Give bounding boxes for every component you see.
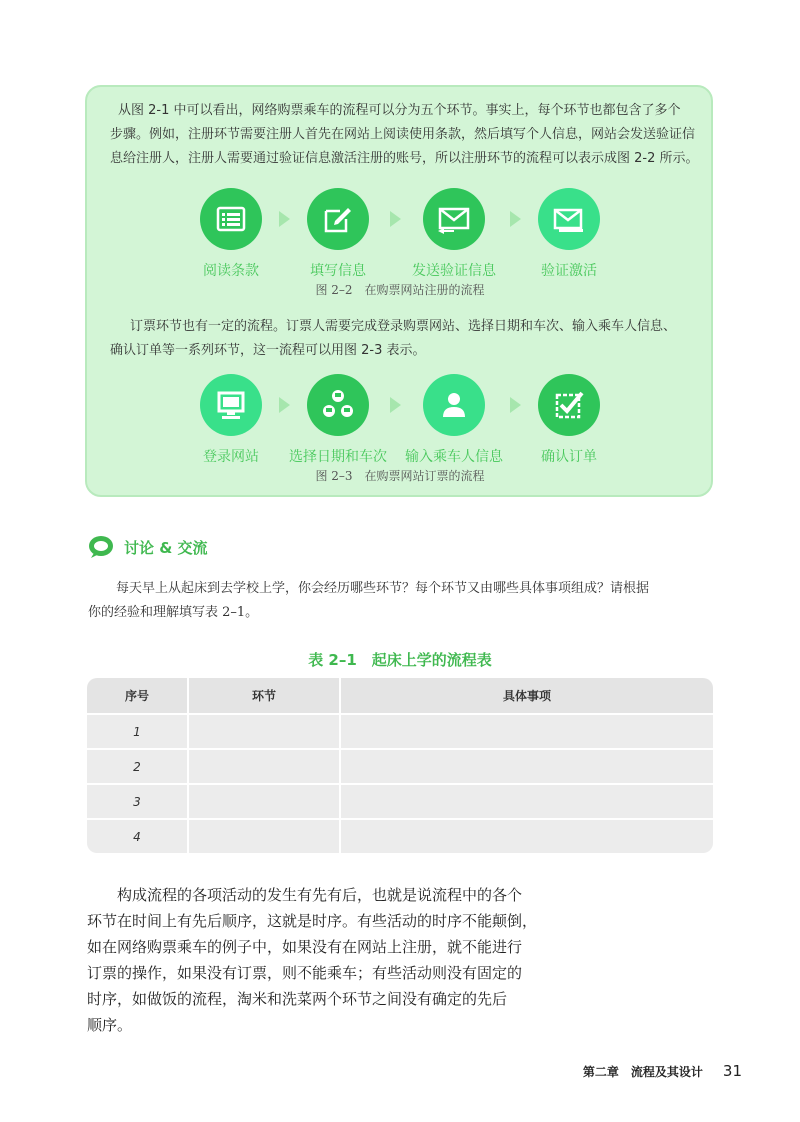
step-label: 阅读条款 (203, 263, 259, 279)
step-label: 确认订单 (541, 449, 597, 465)
table-cell[interactable] (341, 748, 713, 783)
edit-pencil-icon (307, 188, 369, 250)
trains-icon (307, 374, 369, 436)
discussion-title: 讨论 & 交流 (124, 538, 208, 557)
flow-step (499, 188, 639, 280)
intro-line-1: 从图 2-1 中可以看出，网络购票乘车的流程可以分为五个环节。事实上，每个环节也都包含了多个 (118, 103, 681, 118)
table-cell[interactable] (189, 818, 341, 853)
document-list-icon (200, 188, 262, 250)
table-row (87, 713, 713, 748)
table-cell[interactable] (189, 783, 341, 818)
step-label: 登录网站 (203, 449, 259, 465)
table-cell-number: 1 (87, 713, 189, 748)
mail-open-icon (538, 188, 600, 250)
table-header-cell: 序号 (87, 678, 189, 713)
table-cell[interactable] (189, 713, 341, 748)
chapter-title: 第二章 流程及其设计 (582, 1065, 703, 1079)
process-table (87, 678, 713, 853)
step-label: 输入乘车人信息 (405, 449, 503, 465)
bottom-line: 构成流程的各项活动的发生有先有后，也就是说流程中的各个 (117, 886, 523, 904)
table-title: 表 2–1 起床上学的流程表 (308, 651, 492, 669)
step-label: 验证激活 (541, 263, 597, 279)
page-footer (583, 1062, 742, 1080)
table-cell-number: 4 (87, 818, 189, 853)
flow-step (499, 374, 639, 466)
table-row (87, 818, 713, 853)
intro-line-3: 息给注册人，注册人需要通过验证信息激活注册的账号，所以注册环节的流程可以表示成图 2-2 所示。 (110, 151, 699, 166)
table-cell[interactable] (189, 748, 341, 783)
intro-line-2: 步骤。例如，注册环节需要注册人首先在网站上阅读使用条款，然后填写个人信息，网站会发送验证信 (110, 127, 696, 142)
discussion-line-2: 你的经验和理解填写表 2–1。 (88, 605, 259, 620)
booking-line-1: 订票环节也有一定的流程。订票人需要完成登录购票网站、选择日期和车次、输入乘车人信息、 (130, 319, 677, 334)
table-row (87, 783, 713, 818)
table-cell-number: 3 (87, 783, 189, 818)
step-label: 发送验证信息 (412, 263, 496, 279)
discussion-heading (88, 534, 208, 560)
bottom-line: 订票的操作，如果没有订票，则不能乘车；有些活动则没有固定的 (87, 964, 523, 982)
table-cell-number: 2 (87, 748, 189, 783)
table-cell[interactable] (341, 713, 713, 748)
table-header-row (87, 678, 713, 713)
page-number: 31 (722, 1062, 742, 1080)
monitor-icon (200, 374, 262, 436)
table-row (87, 748, 713, 783)
figure-2-3-caption: 图 2–3 在购票网站订票的流程 (315, 469, 485, 483)
table-header-cell: 环节 (189, 678, 341, 713)
table-header-cell: 具体事项 (341, 678, 713, 713)
figure-2-2-caption: 图 2–2 在购票网站注册的流程 (315, 283, 485, 297)
step-label: 选择日期和车次 (289, 449, 387, 465)
checkbox-icon (538, 374, 600, 436)
bottom-line: 时序，如做饭的流程，淘米和洗菜两个环节之间没有确定的先后 (87, 990, 508, 1008)
bottom-line: 如在网络购票乘车的例子中，如果没有在网站上注册，就不能进行 (87, 938, 523, 956)
booking-flow (0, 374, 800, 474)
person-icon (423, 374, 485, 436)
bottom-line: 顺序。 (87, 1016, 133, 1034)
table-cell[interactable] (341, 818, 713, 853)
bottom-paragraph (87, 882, 557, 1038)
send-mail-icon (423, 188, 485, 250)
speech-bubble-icon (88, 535, 114, 559)
booking-line-2: 确认订单等一系列环节，这一流程可以用图 2-3 表示。 (110, 343, 426, 358)
step-label: 填写信息 (310, 263, 366, 279)
bottom-line: 环节在时间上有先后顺序，这就是时序。有些活动的时序不能颠倒， (87, 912, 538, 930)
discussion-line-1: 每天早上从起床到去学校上学，你会经历哪些环节？每个环节又由哪些具体事项组成？请根据 (116, 581, 650, 596)
registration-flow (0, 188, 800, 288)
table-cell[interactable] (341, 783, 713, 818)
